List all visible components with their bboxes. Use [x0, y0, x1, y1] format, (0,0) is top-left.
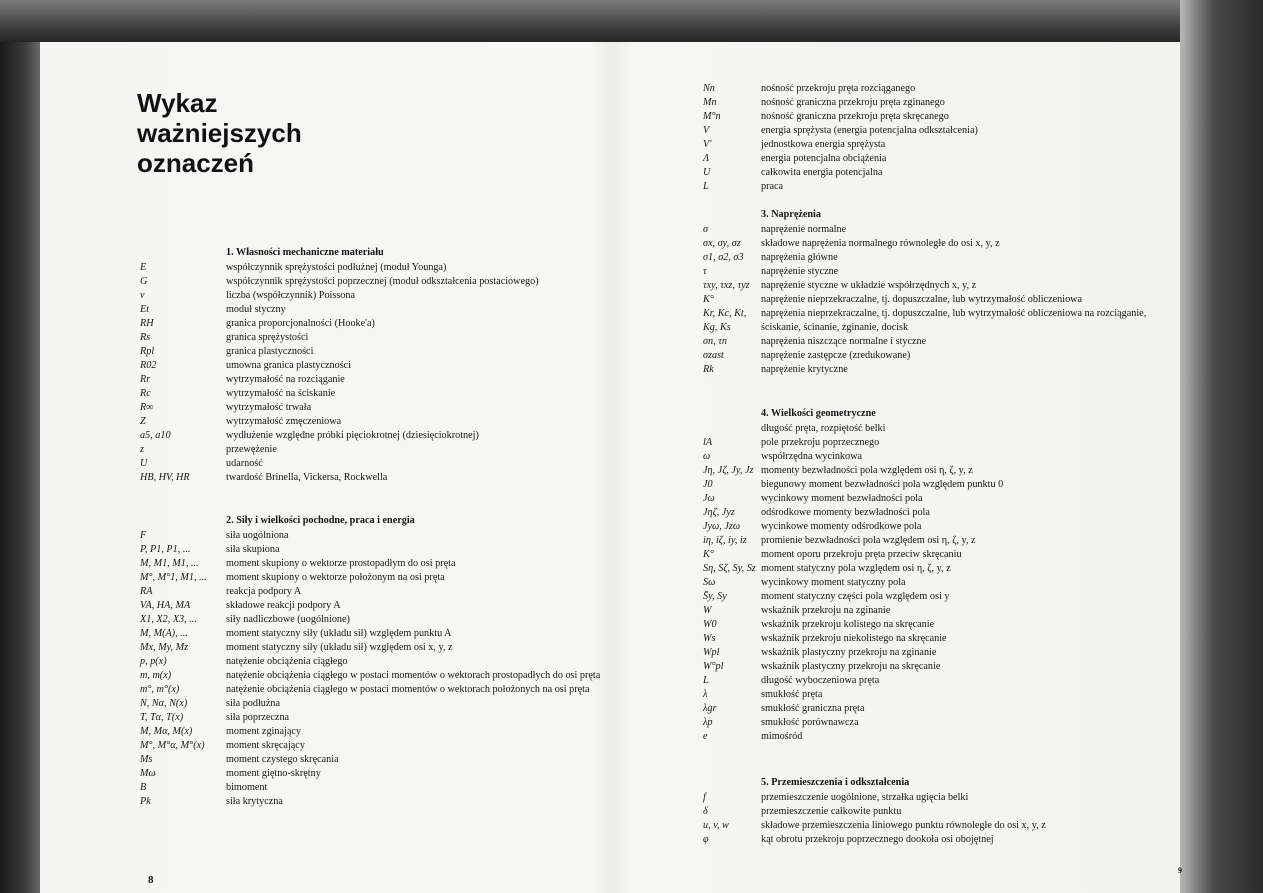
notation-row: [703, 335, 1185, 349]
notation-description: jednostkowa energia sprężysta: [761, 139, 886, 150]
notation-symbol: F: [140, 530, 147, 541]
notation-description: wydłużenie względne próbki pięciokrotnej (dziesięciokrotnej): [226, 430, 479, 441]
notation-row: [703, 138, 1185, 152]
notation-row: [140, 289, 640, 303]
notation-description: moment oporu przekroju pręta przeciw skręcaniu: [761, 549, 962, 560]
notation-symbol: Ms: [140, 754, 153, 765]
notation-description: wskaźnik przekroju kolistego na skręcanie: [761, 619, 935, 630]
notation-symbol: ω: [703, 451, 711, 462]
notation-symbol: U: [703, 167, 711, 178]
notation-symbol: N, Nα, N(x): [140, 698, 188, 709]
notation-row: [140, 571, 640, 585]
notation-description: moment statyczny siły (układu sił) względem punktu A: [226, 628, 452, 639]
notation-row: [703, 82, 1185, 96]
notation-symbol: e: [703, 731, 708, 742]
notation-symbol: σx, σy, σz: [703, 238, 741, 249]
notation-description: granica proporcjonalności (Hooke'a): [226, 318, 375, 329]
notation-row: [140, 317, 640, 331]
notation-description: twardość Brinella, Vickersa, Rockwella: [226, 472, 388, 483]
notation-symbol: M, M(A), ...: [140, 628, 188, 639]
notation-symbol: Rr: [140, 374, 151, 385]
notation-description: wskaźnik plastyczny przekroju na skręcanie: [761, 661, 941, 672]
notation-description: udarność: [226, 458, 263, 469]
notation-description: moment statyczny części pola względem osi y: [761, 591, 950, 602]
notation-symbol: M, M1, M1, ...: [140, 558, 199, 569]
notation-description: odśrodkowe momenty bezwładności pola: [761, 507, 930, 518]
notation-row: [703, 702, 1185, 716]
notation-symbol: σ1, σ2, σ3: [703, 252, 744, 263]
notation-symbol: X1, X2, X3, ...: [140, 614, 197, 625]
notation-description: przewężenie: [226, 444, 277, 455]
notation-row: [140, 795, 640, 809]
notation-symbol: Mn: [703, 97, 717, 108]
notation-description: współczynnik sprężystości poprzecznej (moduł odkształcenia postaciowego): [226, 276, 539, 287]
notation-row: [703, 237, 1185, 251]
section-heading: 4. Wielkości geometryczne: [761, 408, 876, 419]
notation-row: [703, 152, 1185, 166]
notation-description: przemieszczenie uogólnione, strzałka ugięcia belki: [761, 792, 969, 803]
notation-row: [703, 590, 1185, 604]
notation-symbol: Wpl: [703, 647, 720, 658]
notation-description: współrzędna wycinkowa: [761, 451, 862, 462]
notation-description: składowe naprężenia normalnego równoległe do osi x, y, z: [761, 238, 1000, 249]
notation-row: [140, 373, 640, 387]
notation-row: [703, 279, 1185, 293]
notation-symbol: HB, HV, HR: [140, 472, 190, 483]
notation-row: [703, 478, 1185, 492]
notation-symbol: T, Tα, T(x): [140, 712, 184, 723]
notation-row: [703, 730, 1185, 744]
notation-description: nośność graniczna przekroju pręta skręcanego: [761, 111, 949, 122]
notation-symbol: R02: [140, 360, 157, 371]
notation-row: [140, 641, 640, 655]
notation-row: [140, 359, 640, 373]
notation-description: siła poprzeczna: [226, 712, 290, 723]
notation-symbol: m°, m°(x): [140, 684, 180, 695]
notation-row: [140, 781, 640, 795]
notation-row: [703, 618, 1185, 632]
notation-description: energia potencjalna obciążenia: [761, 153, 887, 164]
notation-symbol: δ: [703, 806, 708, 817]
notation-description: moment statyczny pola względem osi η, ζ, y, z: [761, 563, 951, 574]
notation-symbol: τ: [703, 266, 707, 277]
notation-description: naprężenie krytyczne: [761, 364, 848, 375]
notation-symbol: K°: [703, 549, 714, 560]
notation-symbol: Kr, Kc, Kt, Kg, Ks: [703, 308, 747, 333]
notation-description: reakcja podpory A: [226, 586, 302, 597]
notation-description: promienie bezwładności pola względem osi η, ζ, y, z: [761, 535, 976, 546]
notation-row: [703, 562, 1185, 576]
notation-symbol: Nn: [703, 83, 715, 94]
notation-description: moment statyczny siły (układu sił) względem osi x, y, z: [226, 642, 453, 653]
section-heading: 1. Własności mechaniczne materiału: [226, 247, 384, 258]
notation-description: smukłość graniczna pręta: [761, 703, 865, 714]
notation-description: wytrzymałość zmęczeniowa: [226, 416, 342, 427]
notation-row: [140, 767, 640, 781]
notation-description: wycinkowy moment bezwładności pola: [761, 493, 923, 504]
section-mechanical-properties: [140, 246, 640, 485]
notation-symbol: p, p(x): [140, 656, 167, 667]
scan-top-shadow: [0, 0, 1263, 42]
notation-symbol: U: [140, 458, 148, 469]
notation-description: moduł styczny: [226, 304, 286, 315]
notation-description: wytrzymałość na rozciąganie: [226, 374, 345, 385]
page-number-left: 8: [148, 874, 154, 886]
notation-symbol: W: [703, 605, 712, 616]
notation-row: [140, 711, 640, 725]
notation-symbol: Mx, My, Mz: [140, 642, 189, 653]
notation-row: [140, 669, 640, 683]
notation-row: [703, 422, 1185, 436]
notation-row: [703, 520, 1185, 534]
notation-symbol: RA: [140, 586, 153, 597]
notation-row: [703, 660, 1185, 674]
notation-symbol: Jη, Jζ, Jy, Jz: [703, 465, 754, 476]
notation-symbol: W°pl: [703, 661, 724, 672]
notation-row: [703, 110, 1185, 124]
notation-description: przemieszczenie całkowite punktu: [761, 806, 902, 817]
notation-row: [703, 363, 1185, 377]
notation-symbol: iη, iζ, iy, iz: [703, 535, 747, 546]
notation-row: [703, 436, 1185, 450]
page-number-right: 9: [1178, 866, 1182, 875]
notation-symbol: J0: [703, 479, 713, 490]
notation-description: nośność graniczna przekroju pręta zginanego: [761, 97, 945, 108]
notation-symbol: V: [703, 125, 710, 136]
notation-symbol: λ: [703, 689, 708, 700]
section-geometric-quantities: [703, 407, 1185, 744]
notation-symbol: Rc: [140, 388, 151, 399]
notation-symbol: τxy, τxz, τyz: [703, 280, 750, 291]
notation-row: [140, 415, 640, 429]
notation-description: wskaźnik przekroju niekolistego na skręcanie: [761, 633, 947, 644]
notation-symbol: m, m(x): [140, 670, 172, 681]
notation-symbol: Rpl: [140, 346, 155, 357]
notation-description: liczba (współczynnik) Poissona: [226, 290, 356, 301]
notation-row: [140, 739, 640, 753]
notation-description: umowna granica plastyczności: [226, 360, 352, 371]
notation-description: wycinkowy moment statyczny pola: [761, 577, 906, 588]
notation-symbol: f: [703, 792, 706, 803]
notation-description: siła uogólniona: [226, 530, 289, 541]
notation-symbol: P, P1, P1, ...: [140, 544, 191, 555]
notation-description: natężenie obciążenia ciągłego w postaci momentów o wektorach położonych na osi pręta: [226, 684, 590, 695]
notation-row: [703, 674, 1185, 688]
notation-symbol: M, Mα, M(x): [140, 726, 193, 737]
notation-row: [703, 833, 1185, 847]
notation-symbol: M°, M°1, M1, ...: [140, 572, 207, 583]
notation-row: [703, 688, 1185, 702]
notation-symbol: z: [140, 444, 144, 455]
notation-description: wskaźnik przekroju na zginanie: [761, 605, 891, 616]
notation-symbol: L: [703, 675, 709, 686]
notation-symbol: VA, HA, MA: [140, 600, 191, 611]
notation-row: [703, 251, 1185, 265]
notation-description: moment skupiony o wektorze prostopadłym do osi pręta: [226, 558, 456, 569]
notation-row: [703, 223, 1185, 237]
notation-symbol: K°: [703, 294, 714, 305]
notation-description: składowe reakcji podpory A: [226, 600, 341, 611]
notation-description: siły nadliczbowe (uogólnione): [226, 614, 350, 625]
notation-description: długość wyboczeniowa pręta: [761, 675, 880, 686]
notation-symbol: G: [140, 276, 148, 287]
notation-symbol: ν: [140, 290, 145, 301]
notation-row: [140, 261, 640, 275]
notation-symbol: Jω: [703, 493, 715, 504]
notation-symbol: σ: [703, 224, 709, 235]
section-displacements: [703, 776, 1185, 847]
notation-description: wskaźnik plastyczny przekroju na zginanie: [761, 647, 937, 658]
notation-row: [140, 585, 640, 599]
notation-symbol: W0: [703, 619, 717, 630]
notation-row: [703, 506, 1185, 520]
notation-row: [140, 655, 640, 669]
notation-description: moment giętno-skrętny: [226, 768, 321, 779]
notation-symbol: u, v, w: [703, 820, 729, 831]
notation-description: siła krytyczna: [226, 796, 283, 807]
notation-row: [140, 401, 640, 415]
notation-description: całkowita energia potencjalna: [761, 167, 883, 178]
notation-row: [703, 716, 1185, 730]
notation-row: [140, 443, 640, 457]
notation-description: granica sprężystości: [226, 332, 309, 343]
notation-row: [703, 349, 1185, 363]
notation-row: [703, 166, 1185, 180]
notation-symbol: E: [140, 262, 147, 273]
notation-row: [140, 725, 640, 739]
notation-symbol: λgr: [703, 703, 717, 714]
notation-row: [703, 632, 1185, 646]
notation-symbol: [703, 422, 761, 436]
notation-description: składowe przemieszczenia liniowego punktu równoległe do osi x, y, z: [761, 820, 1046, 831]
notation-row: [703, 96, 1185, 110]
notation-row: [140, 599, 640, 613]
notation-description: naprężenie styczne w układzie współrzędnych x, y, z: [761, 280, 977, 291]
notation-row: [703, 492, 1185, 506]
notation-symbol: B: [140, 782, 147, 793]
notation-symbol: Jyω, Jzω: [703, 521, 741, 532]
notation-description: naprężenie styczne: [761, 266, 839, 277]
notation-description: natężenie obciążenia ciągłego: [226, 656, 348, 667]
section-heading: 5. Przemieszczenia i odkształcenia: [761, 777, 910, 788]
notation-description: moment skręcający: [226, 740, 305, 751]
notation-row: [140, 471, 640, 485]
notation-row: [140, 387, 640, 401]
notation-description: siła skupiona: [226, 544, 280, 555]
notation-symbol: lA: [703, 437, 713, 448]
notation-description: smukłość porównawcza: [761, 717, 859, 728]
notation-symbol: Sη, Sζ, Sy, Sz: [703, 563, 756, 574]
section-heading: 2. Siły i wielkości pochodne, praca i energia: [226, 515, 415, 526]
notation-description: nośność przekroju pręta rozciąganego: [761, 83, 916, 94]
notation-symbol: Et: [140, 304, 150, 315]
notation-row: [703, 293, 1185, 307]
notation-row: [140, 303, 640, 317]
notation-symbol: V': [703, 139, 712, 150]
notation-description: naprężenie normalne: [761, 224, 847, 235]
notation-description: naprężenia niszczące normalne i styczne: [761, 336, 927, 347]
section-energy-continued: [703, 82, 1185, 194]
notation-description: energia sprężysta (energia potencjalna odkształcenia): [761, 125, 978, 136]
notation-symbol: R∞: [140, 402, 154, 413]
notation-row: [140, 627, 640, 641]
notation-symbol: L: [703, 181, 709, 192]
notation-description: bimoment: [226, 782, 268, 793]
notation-symbol: Mω: [140, 768, 156, 779]
notation-row: [140, 275, 640, 289]
notation-row: [140, 753, 640, 767]
notation-symbol: RH: [140, 318, 154, 329]
notation-row: [703, 646, 1185, 660]
notation-description: siła podłużna: [226, 698, 281, 709]
notation-row: [140, 529, 640, 543]
notation-symbol: M°n: [703, 111, 721, 122]
page-title: Wykaz ważniejszych oznaczeń: [137, 88, 302, 178]
scan-left-edge: [0, 42, 40, 893]
notation-row: [703, 791, 1185, 805]
notation-symbol: S̄y, Sy: [703, 591, 727, 602]
notation-row: [140, 429, 640, 443]
notation-description: pole przekroju poprzecznego: [761, 437, 880, 448]
notation-symbol: M°, M°α, M°(x): [140, 740, 205, 751]
notation-symbol: a5, a10: [140, 430, 171, 441]
notation-description: biegunowy moment bezwładności pola względem punktu 0: [761, 479, 1004, 490]
notation-symbol: Jηζ, Jyz: [703, 507, 735, 518]
notation-symbol: Sω: [703, 577, 716, 588]
notation-description: kąt obrotu przekroju poprzecznego dookoła osi obojętnej: [761, 834, 994, 845]
notation-description: smukłość pręta: [761, 689, 823, 700]
notation-symbol: Λ: [703, 153, 710, 164]
notation-description: moment skupiony o wektorze położonym na osi pręta: [226, 572, 445, 583]
notation-symbol: Rk: [703, 364, 714, 375]
notation-row: [140, 683, 640, 697]
notation-description: naprężenie nieprzekraczalne, tj. dopuszczalne, lub wytrzymałość obliczeniowa: [761, 294, 1083, 305]
notation-row: [140, 457, 640, 471]
notation-row: [703, 805, 1185, 819]
notation-description: mimośród: [761, 731, 803, 742]
notation-description: momenty bezwładności pola względem osi η, ζ, y, z: [761, 465, 973, 476]
notation-description: moment zginający: [226, 726, 301, 737]
section-forces-work-energy: [140, 514, 640, 809]
notation-description: wytrzymałość trwała: [226, 402, 312, 413]
notation-row: [703, 534, 1185, 548]
notation-row: [703, 450, 1185, 464]
notation-symbol: Rs: [140, 332, 151, 343]
notation-symbol: Pk: [140, 796, 151, 807]
notation-description: wycinkowe momenty odśrodkowe pola: [761, 521, 922, 532]
notation-row: [140, 345, 640, 359]
notation-row: [703, 307, 1185, 335]
notation-row: [703, 265, 1185, 279]
notation-row: [140, 557, 640, 571]
notation-symbol: φ: [703, 834, 709, 845]
notation-row: [140, 697, 640, 711]
notation-symbol: Ws: [703, 633, 716, 644]
notation-row: [703, 124, 1185, 138]
notation-description: naprężenia główne: [761, 252, 838, 263]
notation-row: [703, 819, 1185, 833]
notation-symbol: σn, τn: [703, 336, 727, 347]
notation-row: [703, 576, 1185, 590]
notation-row: [140, 331, 640, 345]
notation-description: granica plastyczności: [226, 346, 314, 357]
notation-description: natężenie obciążenia ciągłego w postaci momentów o wektorach prostopadłych do osi pręta: [226, 670, 601, 681]
notation-row: [140, 543, 640, 557]
notation-row: [140, 613, 640, 627]
section-stresses: [703, 208, 1185, 377]
scan-right-edge: [1180, 0, 1263, 893]
notation-description: współczynnik sprężystości podłużnej (moduł Younga): [226, 262, 447, 273]
notation-description: długość pręta, rozpiętość belki: [761, 423, 886, 434]
notation-row: [703, 604, 1185, 618]
notation-description: wytrzymałość na ściskanie: [226, 388, 336, 399]
notation-row: [703, 464, 1185, 478]
section-heading: 3. Naprężenia: [761, 209, 821, 220]
notation-description: praca: [761, 181, 784, 192]
notation-description: naprężenia nieprzekraczalne, tj. dopuszczalne, lub wytrzymałość obliczeniowa na rozciąganie, ściskanie, ścinanie, zginanie, docisk: [761, 308, 1147, 333]
notation-row: [703, 180, 1185, 194]
notation-row: [703, 548, 1185, 562]
notation-symbol: σzast: [703, 350, 724, 361]
notation-symbol: λp: [703, 717, 713, 728]
notation-description: moment czystego skręcania: [226, 754, 339, 765]
notation-description: naprężenie zastępcze (zredukowane): [761, 350, 911, 361]
notation-symbol: Z: [140, 416, 146, 427]
